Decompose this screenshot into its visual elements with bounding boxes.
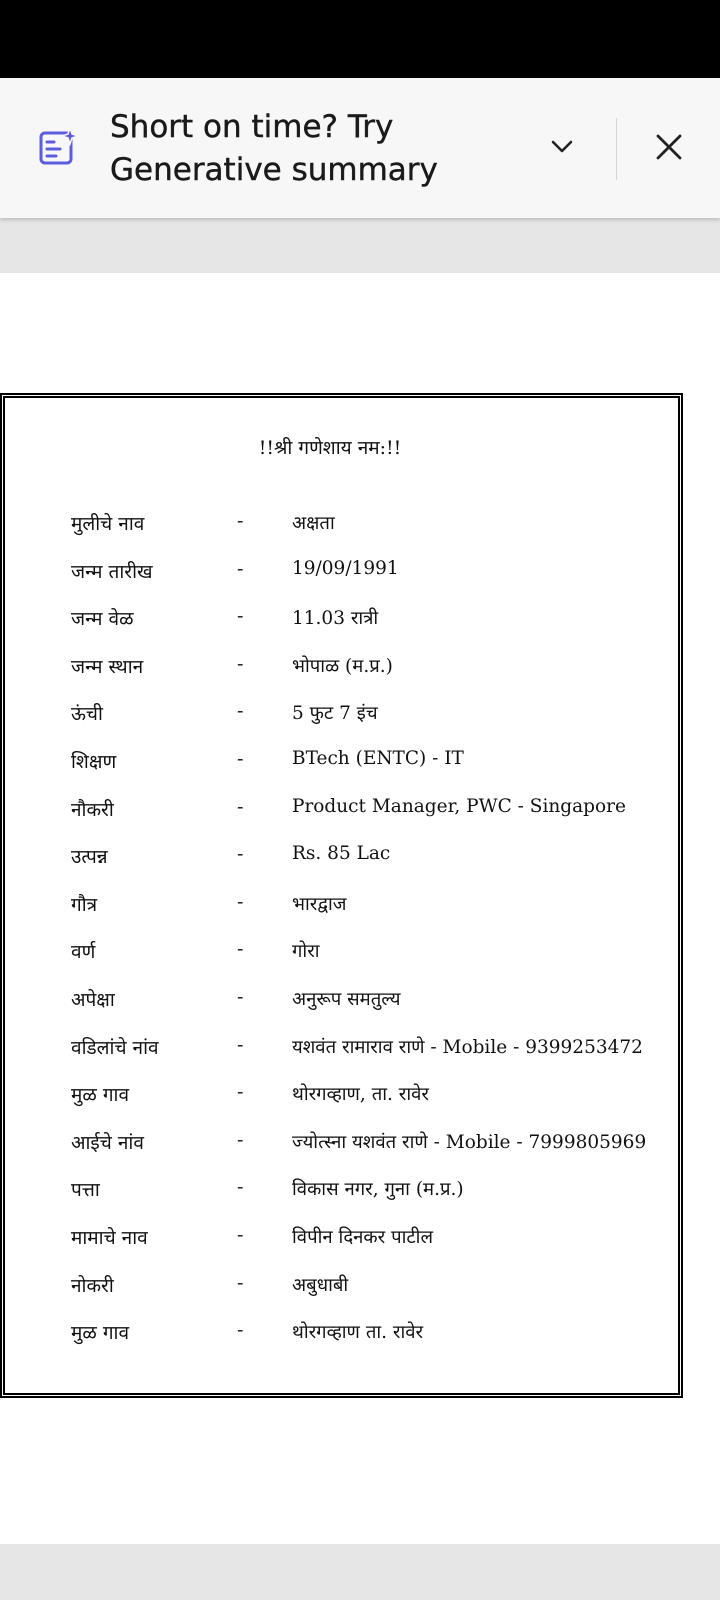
generative-summary-banner[interactable] (0, 78, 720, 218)
biodata-row (71, 796, 671, 844)
row-label: जन्म स्थान (71, 655, 144, 678)
row-label: जन्म तारीख (71, 560, 153, 583)
row-value: गोरा (292, 941, 320, 963)
row-separator: - (237, 605, 244, 628)
biodata-row (71, 843, 671, 891)
row-label: जन्म वेळ (71, 608, 134, 631)
row-value: BTech (ENTC) - IT (292, 747, 464, 769)
row-separator: - (237, 1271, 244, 1294)
row-value: थोरगव्हाण ता. रावेर (292, 1322, 424, 1344)
biodata-row (71, 653, 671, 701)
row-separator: - (237, 1176, 244, 1199)
biodata-row (71, 1224, 671, 1272)
row-label: नौकरी (71, 798, 114, 821)
biodata-row (71, 938, 671, 986)
biodata-row (71, 986, 671, 1034)
row-label: शिक्षण (71, 750, 117, 773)
row-separator: - (237, 1223, 244, 1246)
row-value: ज्योत्स्ना यशवंत राणे - Mobile - 7999805969 (292, 1131, 647, 1153)
row-value: भोपाळ (म.प्र.) (292, 655, 393, 677)
biodata-row (71, 1034, 671, 1082)
biodata-row (71, 1319, 671, 1367)
row-separator: - (237, 1128, 244, 1151)
row-label: नोकरी (71, 1274, 114, 1297)
biodata-row (71, 700, 671, 748)
row-label: आईचे नांव (71, 1131, 144, 1154)
row-separator: - (237, 985, 244, 1008)
biodata-row (71, 1272, 671, 1320)
banner-title[interactable]: Short on time? Try Generative summary (110, 109, 438, 188)
row-separator: - (237, 843, 244, 866)
biodata-row (71, 510, 671, 558)
row-value: Rs. 85 Lac (292, 843, 391, 865)
biodata-list (71, 510, 671, 1367)
row-label: अपेक्षा (71, 988, 115, 1011)
banner-divider (616, 118, 617, 180)
row-value: थोरगव्हाण, ता. रावेर (292, 1084, 430, 1106)
biodata-row (71, 1081, 671, 1129)
biodata-row (71, 605, 671, 653)
row-separator: - (237, 890, 244, 913)
biodata-row (71, 558, 671, 606)
row-value: विकास नगर, गुना (म.प्र.) (292, 1179, 464, 1201)
row-separator: - (237, 747, 244, 770)
row-separator: - (237, 938, 244, 961)
row-separator: - (237, 795, 244, 818)
row-label: ऊंची (71, 703, 103, 726)
row-label: मामाचे नाव (71, 1226, 148, 1249)
row-value: अबुधाबी (292, 1274, 349, 1296)
row-value: Product Manager, PWC - Singapore (292, 795, 626, 817)
close-icon[interactable] (652, 130, 686, 164)
row-value: विपीन दिनकर पाटील (292, 1226, 434, 1248)
row-separator: - (237, 1081, 244, 1104)
biodata-page (0, 393, 683, 1398)
biodata-row (71, 1176, 671, 1224)
row-separator: - (237, 1319, 244, 1342)
row-label: पत्ता (71, 1179, 100, 1202)
row-separator: - (237, 510, 244, 532)
row-label: गौत्र (71, 893, 98, 916)
row-label: मुलीचे नाव (71, 513, 145, 535)
row-value: 11.03 रात्री (292, 608, 379, 630)
viewer-background-bottom (0, 1544, 720, 1600)
row-label: वर्ण (71, 941, 96, 964)
status-bar (0, 0, 720, 78)
row-value: 19/09/1991 (292, 557, 399, 579)
row-separator: - (237, 557, 244, 580)
row-separator: - (237, 652, 244, 675)
row-value: अनुरूप समतुल्य (292, 988, 401, 1010)
generative-summary-icon (38, 126, 80, 168)
biodata-row (71, 891, 671, 939)
row-value: अक्षता (292, 513, 335, 534)
row-value: यशवंत रामाराव राणे - Mobile - 9399253472 (292, 1036, 643, 1058)
viewer-background (0, 218, 720, 273)
row-value: 5 फुट 7 इंच (292, 703, 378, 725)
row-label: उत्पन्न (71, 846, 108, 869)
row-separator: - (237, 1033, 244, 1056)
row-separator: - (237, 700, 244, 723)
row-value: भारद्वाज (292, 893, 347, 915)
row-label: मुळ गाव (71, 1322, 130, 1345)
biodata-row (71, 1129, 671, 1177)
row-label: मुळ गाव (71, 1084, 130, 1107)
biodata-row (71, 748, 671, 796)
chevron-down-icon[interactable] (546, 130, 578, 162)
page-heading: !!श्री गणेशाय नम:!! (258, 437, 402, 459)
row-label: वडिलांचे नांव (71, 1036, 159, 1059)
